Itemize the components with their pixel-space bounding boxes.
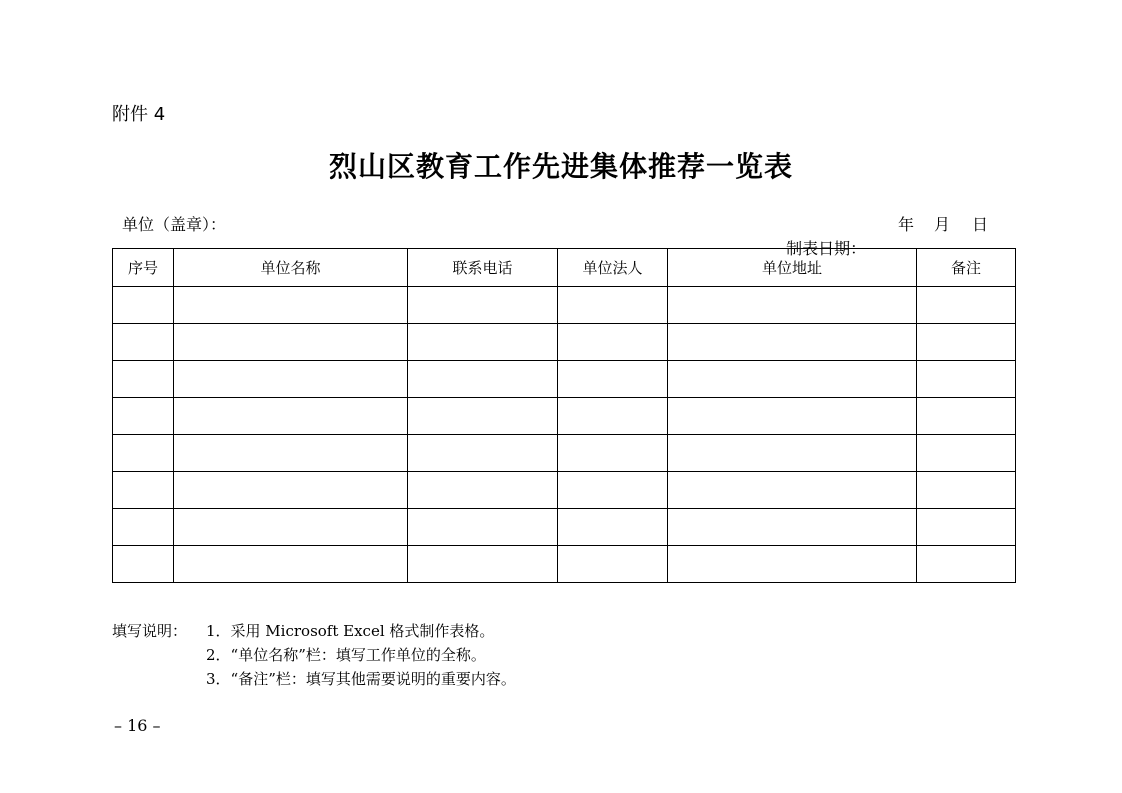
date-year-label: 年: [898, 215, 915, 234]
table-cell[interactable]: [174, 324, 408, 361]
table-cell[interactable]: [558, 472, 668, 509]
table-cell[interactable]: [668, 361, 917, 398]
table-row: [113, 472, 1016, 509]
table-cell[interactable]: [408, 546, 558, 583]
table-row: [113, 546, 1016, 583]
table-cell[interactable]: [113, 324, 174, 361]
table-cell[interactable]: [408, 398, 558, 435]
page-number: – 16 –: [114, 716, 161, 735]
table-cell[interactable]: [174, 287, 408, 324]
table-cell[interactable]: [668, 509, 917, 546]
table-cell[interactable]: [408, 324, 558, 361]
table-cell[interactable]: [668, 472, 917, 509]
column-header-address: 单位地址: [668, 249, 917, 287]
table-cell[interactable]: [174, 398, 408, 435]
recommendation-table: [112, 248, 1016, 583]
table-cell[interactable]: [408, 287, 558, 324]
column-header-remarks: 备注: [917, 249, 1016, 287]
table-cell[interactable]: [668, 398, 917, 435]
table-cell[interactable]: [174, 361, 408, 398]
table-cell[interactable]: [558, 435, 668, 472]
table-cell[interactable]: [668, 287, 917, 324]
attachment-label: 附件 4: [112, 104, 166, 125]
table-cell[interactable]: [558, 361, 668, 398]
table-row: [113, 287, 1016, 324]
table-cell[interactable]: [917, 509, 1016, 546]
table-cell[interactable]: [113, 472, 174, 509]
table-cell[interactable]: [174, 472, 408, 509]
table-cell[interactable]: [558, 509, 668, 546]
table-cell[interactable]: [558, 287, 668, 324]
column-header-index: 序号: [113, 249, 174, 287]
column-header-legal-person: 单位法人: [558, 249, 668, 287]
table-cell[interactable]: [917, 472, 1016, 509]
table-cell[interactable]: [668, 546, 917, 583]
date-label: 制表日期：: [786, 239, 867, 258]
unit-seal-label: 单位（盖章）：: [122, 215, 227, 234]
table-cell[interactable]: [917, 287, 1016, 324]
table-cell[interactable]: [558, 398, 668, 435]
date-month-label: 月: [934, 215, 951, 234]
instructions-label: 填写说明：: [112, 622, 188, 640]
table-cell[interactable]: [113, 287, 174, 324]
document-title: 烈山区教育工作先进集体推荐一览表: [328, 150, 793, 183]
table-cell[interactable]: [113, 509, 174, 546]
table-row: [113, 361, 1016, 398]
table-cell[interactable]: [174, 509, 408, 546]
table-cell[interactable]: [917, 324, 1016, 361]
table-cell[interactable]: [408, 361, 558, 398]
table-cell[interactable]: [558, 546, 668, 583]
table-cell[interactable]: [408, 472, 558, 509]
table-cell[interactable]: [113, 435, 174, 472]
instruction-item: 2．“单位名称”栏：填写工作单位的全称。: [206, 646, 486, 664]
table-row: [113, 435, 1016, 472]
table-cell[interactable]: [917, 435, 1016, 472]
column-header-unit-name: 单位名称: [174, 249, 408, 287]
table-row: [113, 398, 1016, 435]
table-cell[interactable]: [174, 435, 408, 472]
table-cell[interactable]: [668, 324, 917, 361]
table-cell[interactable]: [174, 546, 408, 583]
table-row: [113, 509, 1016, 546]
table-cell[interactable]: [917, 546, 1016, 583]
table-cell[interactable]: [668, 435, 917, 472]
table-cell[interactable]: [558, 324, 668, 361]
table-row: [113, 324, 1016, 361]
column-header-phone: 联系电话: [408, 249, 558, 287]
table-cell[interactable]: [408, 435, 558, 472]
table-cell[interactable]: [917, 361, 1016, 398]
table-cell[interactable]: [113, 361, 174, 398]
table-header-row: [113, 249, 1016, 287]
instruction-item: 1．采用 Microsoft Excel 格式制作表格。: [206, 622, 495, 640]
date-day-label: 日: [972, 215, 989, 234]
table-cell[interactable]: [408, 509, 558, 546]
table-cell[interactable]: [113, 546, 174, 583]
table-cell[interactable]: [113, 398, 174, 435]
instruction-item: 3．“备注”栏：填写其他需要说明的重要内容。: [206, 670, 516, 688]
table-cell[interactable]: [917, 398, 1016, 435]
